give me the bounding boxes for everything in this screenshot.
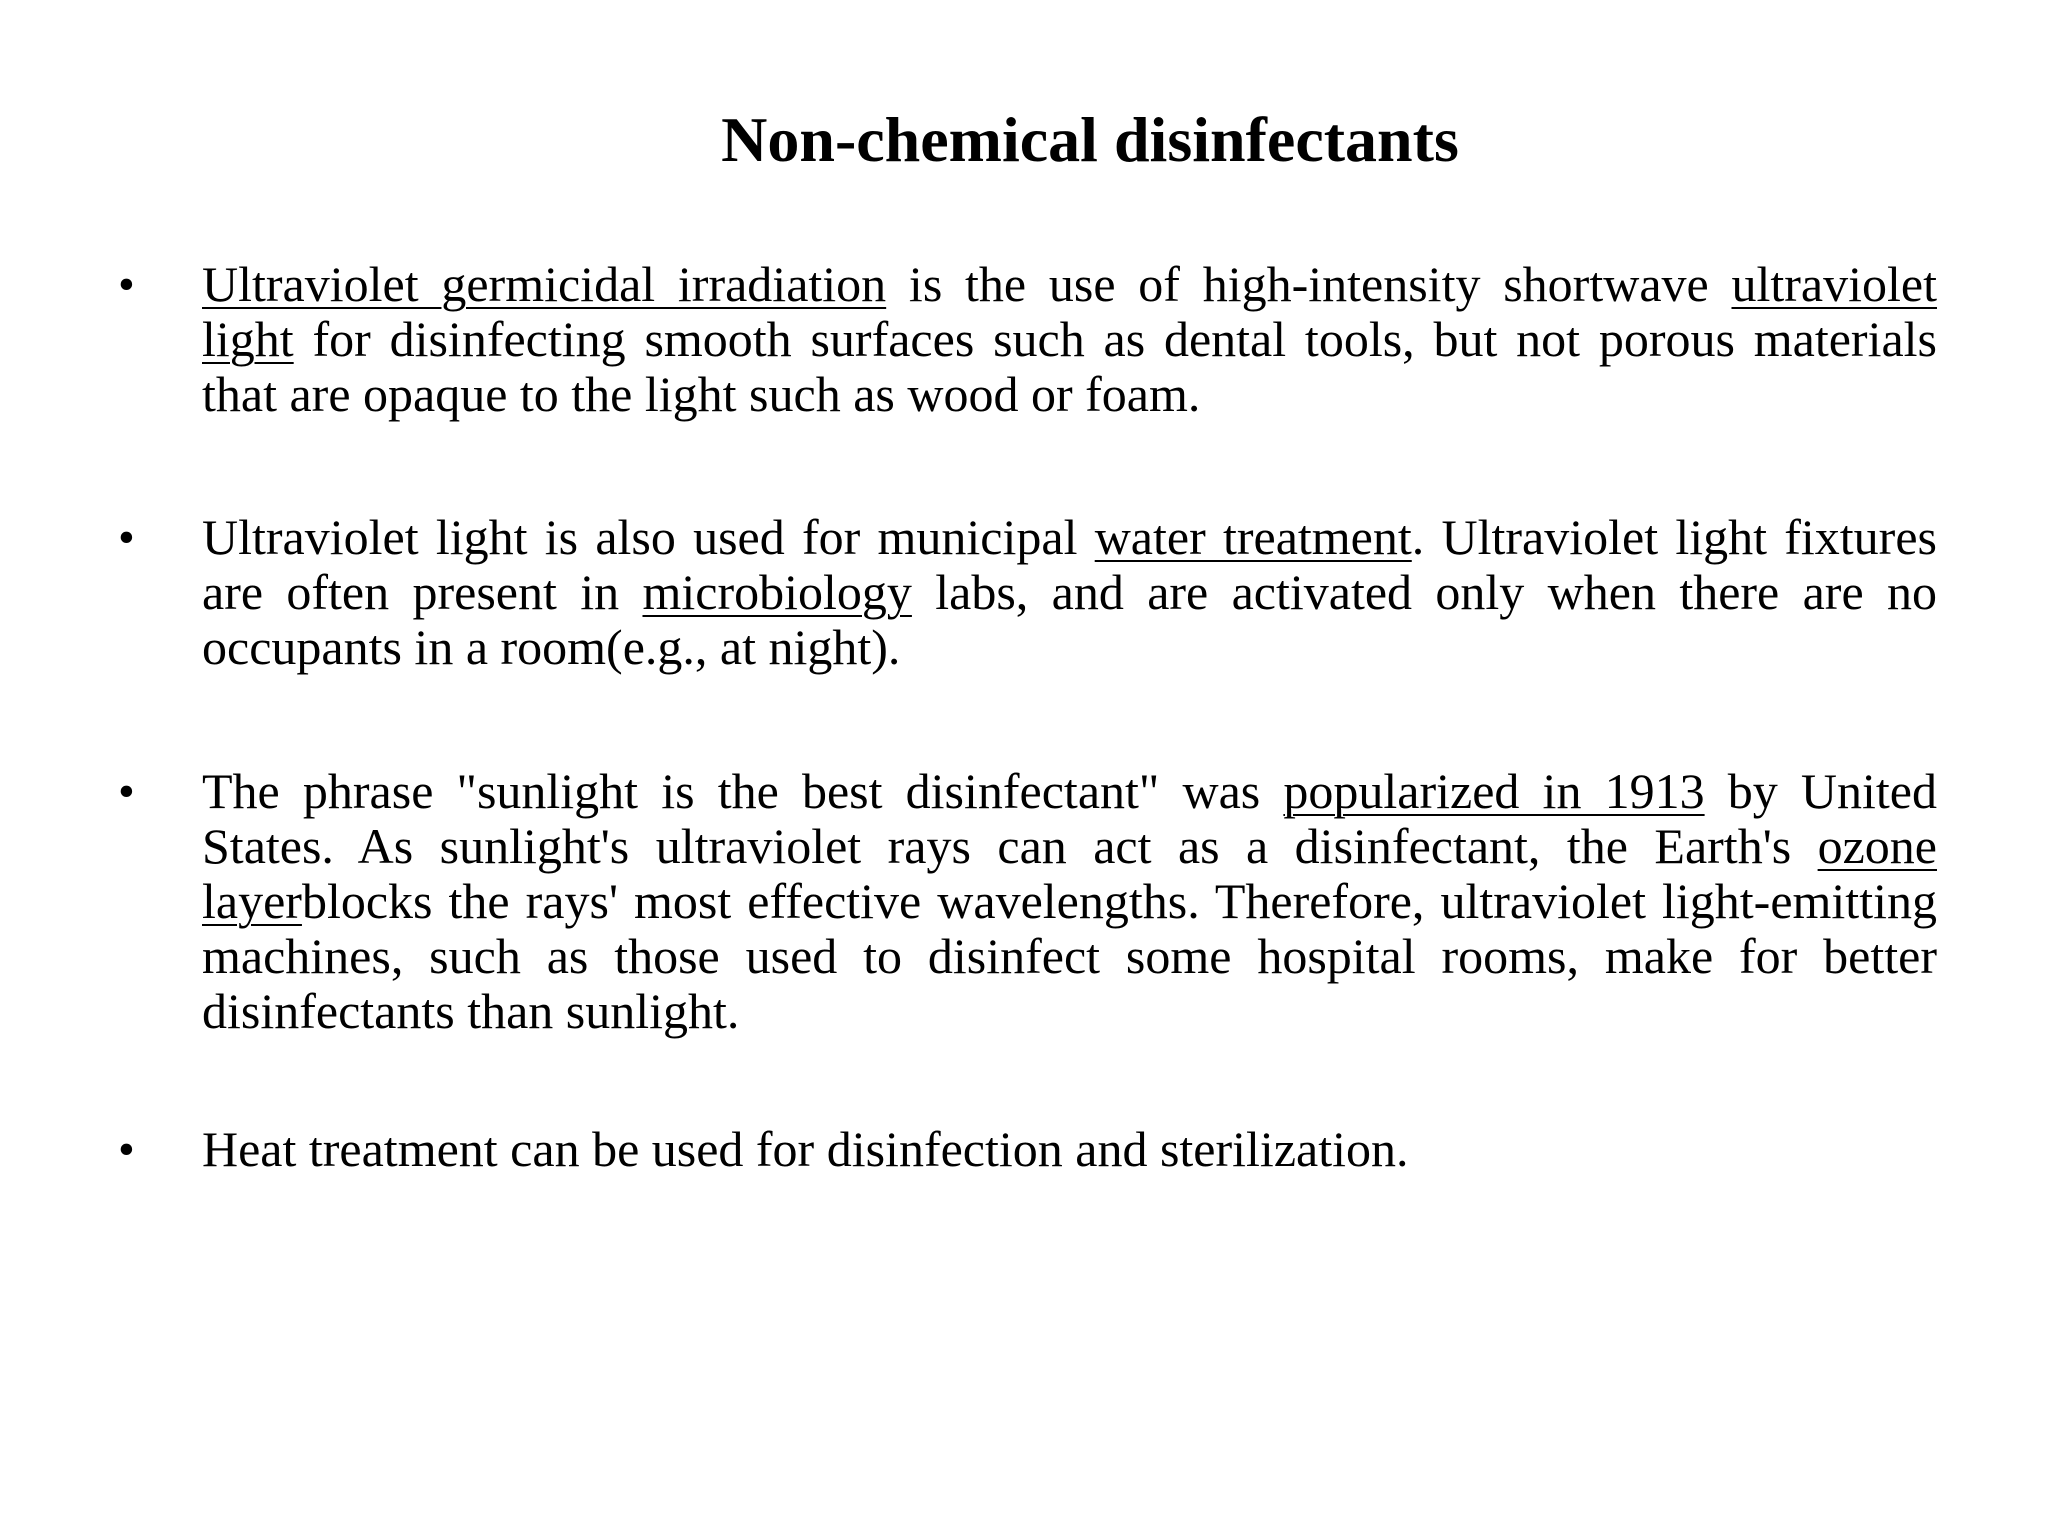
- bullet-marker: •: [118, 258, 135, 311]
- link-microbiology[interactable]: microbiology: [642, 564, 912, 620]
- link-ozone-layer[interactable]: ozone layer: [202, 818, 1937, 929]
- link-ultraviolet-light[interactable]: ultraviolet light: [202, 256, 1937, 367]
- text-segment: Heat treatment can be used for disinfection and sterilization.: [202, 1121, 1409, 1177]
- text-segment: . Ultraviolet light fixtures are often present in: [202, 509, 1937, 620]
- bullet-text: [202, 510, 1937, 675]
- text-segment: labs, and are activated only when there are no occupants in a room(e.g., at night).: [202, 564, 1937, 675]
- text-segment: blocks the rays' most effective wavelengths. Therefore, ultraviolet light-emitting machines, such as those used to disinfect some hospital rooms, make for better disinfectants than sunlight.: [202, 873, 1937, 1039]
- bullet-text: [202, 1122, 1937, 1177]
- link-ultraviolet-germicidal-irradiation[interactable]: Ultraviolet germicidal irradiation: [202, 256, 887, 312]
- bullet-marker: •: [118, 765, 135, 818]
- text-segment: by United States. As sunlight's ultraviolet rays can act as a disinfectant, the Earth's: [202, 763, 1937, 874]
- bullet-text: [202, 257, 1937, 422]
- text-segment: The phrase "sunlight is the best disinfectant" was: [202, 763, 1284, 819]
- bullet-marker: •: [118, 511, 135, 564]
- link-water-treatment[interactable]: water treatment: [1094, 509, 1412, 565]
- text-segment: for disinfecting smooth surfaces such as dental tools, but not porous materials that are opaque to the light such as wood or foam.: [202, 311, 1937, 422]
- text-segment: Ultraviolet light is also used for municipal: [202, 509, 1095, 565]
- slide-title: Non-chemical disinfectants: [721, 104, 1459, 175]
- bullet-text: [202, 764, 1937, 1039]
- link-popularized-in-1913[interactable]: popularized in 1913: [1283, 763, 1705, 819]
- text-segment: is the use of high-intensity shortwave: [886, 256, 1732, 312]
- bullet-marker: •: [118, 1123, 135, 1176]
